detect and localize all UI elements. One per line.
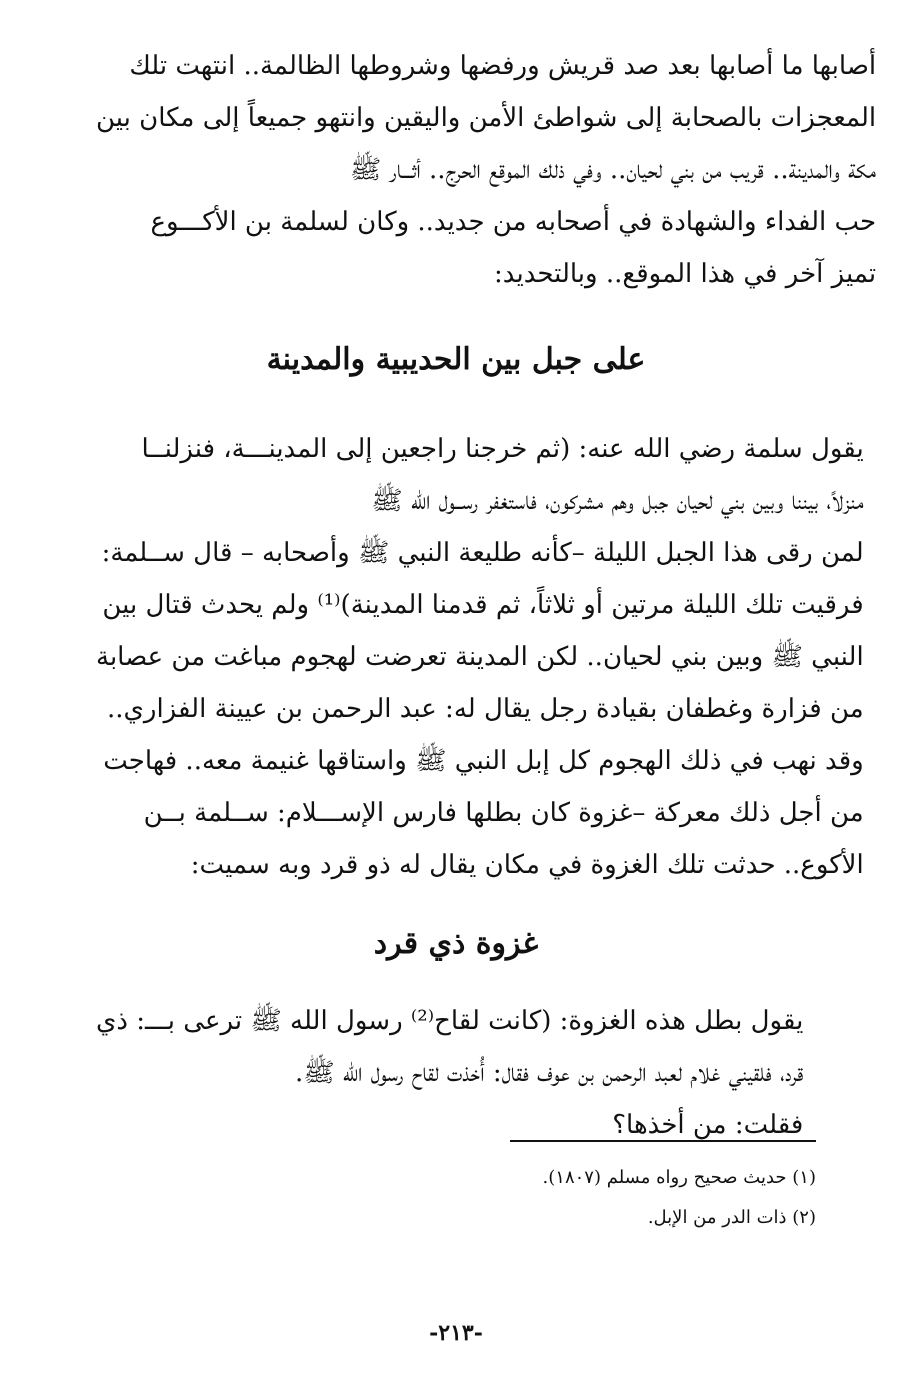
text-line: من فزارة وغطفان بقيادة رجل يقال له: عبد الرحمن بن عيينة الفزاري.. bbox=[107, 694, 864, 724]
paragraph-ghazwa bbox=[96, 995, 803, 1151]
page-number: -٢١٣- bbox=[429, 1320, 483, 1346]
text-line: من أجل ذلك معركة –غزوة كان بطلها فارس الإســـلام: ســلمة بــن bbox=[143, 798, 864, 828]
footnotes bbox=[96, 1158, 816, 1238]
text-line: حب الفداء والشهادة في أصحابه من جديد.. وكان لسلمة بن الأكـــوع bbox=[150, 207, 877, 237]
text-line: فقلت: من أخذها؟ bbox=[612, 1110, 804, 1140]
text-line: فرقيت تلك الليلة مرتين أو ثلاثاً، ثم قدمنا المدينة)⁽¹⁾ ولم يحدث قتال بين bbox=[102, 590, 864, 620]
text-line: النبي ﷺ وبين بني لحيان.. لكن المدينة تعرضت لهجوم مباغت من عصابة bbox=[96, 642, 864, 672]
section-heading: على جبل بين الحديبية والمدينة bbox=[266, 342, 646, 377]
footnote: (٢) ذات الدر من الإبل. bbox=[647, 1207, 816, 1228]
text-line: منزلاً، بيننا وبين بني لحيان جبل وهم مشركون، فاستغفر رســول الله ﷺ bbox=[371, 486, 864, 516]
text-line: وقد نهب في ذلك الهجوم كل إبل النبي ﷺ واستاقها غنيمة معه.. فهاجت bbox=[103, 746, 864, 776]
paragraph-mountain bbox=[96, 423, 864, 891]
text-line: يقول سلمة رضي الله عنه: (ثم خرجنا راجعين إلى المدينـــة، فنزلنــا bbox=[141, 434, 864, 464]
text-line: مكة والمدينة.. قريب من بني لحيان.. وفي ذلك الموقع الحرج.. أثـــار ﷺ bbox=[349, 155, 877, 185]
text-line: يقول بطل هذه الغزوة: (كانت لقاح⁽²⁾ رسول الله ﷺ ترعى بـــ: ذي bbox=[96, 1006, 804, 1036]
footnote: (١) حديث صحيح رواه مسلم (١٨٠٧). bbox=[542, 1167, 816, 1188]
text-line: المعجزات بالصحابة إلى شواطئ الأمن واليقين وانتهو جميعاً إلى مكان بين bbox=[96, 103, 877, 133]
section-heading: غزوة ذي قرد bbox=[373, 926, 539, 961]
footnote-divider bbox=[510, 1140, 816, 1142]
text-line: أصابها ما أصابها بعد صد قريش ورفضها وشروطها الظالمة.. انتهت تلك bbox=[129, 51, 877, 81]
text-line: تميز آخر في هذا الموقع.. وبالتحديد: bbox=[494, 259, 877, 289]
text-line: لمن رقى هذا الجبل الليلة –كأنه طليعة النبي ﷺ وأصحابه – قال ســلمة: bbox=[101, 538, 864, 568]
paragraph-intro bbox=[96, 40, 876, 300]
text-line: الأكوع.. حدثت تلك الغزوة في مكان يقال له ذو قرد وبه سميت: bbox=[190, 850, 864, 880]
text-line: قرد، فلقيني غلام لعبد الرحمن بن عوف فقال: أُخذت لقاح رسول الله ﷺ. bbox=[294, 1058, 804, 1088]
